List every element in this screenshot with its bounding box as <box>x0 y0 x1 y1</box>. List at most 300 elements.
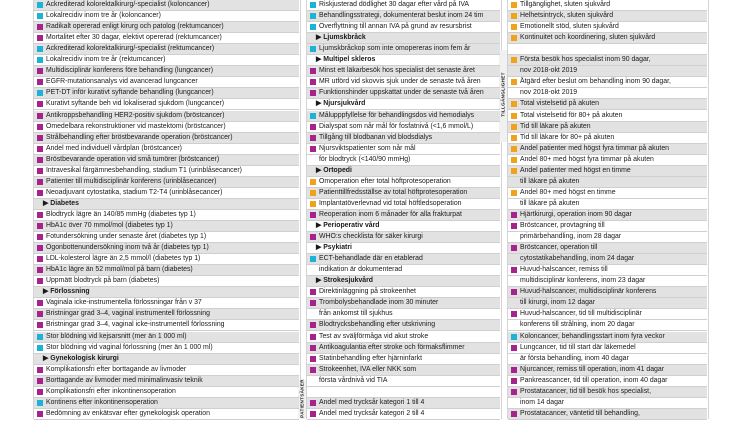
indicator-marker-icon <box>37 411 43 417</box>
indicator-row <box>307 332 500 343</box>
indicator-row <box>307 122 500 133</box>
indicator-label: Kontinuitet och koordinering, sluten sjukvård <box>520 34 656 42</box>
indicator-row <box>307 210 500 221</box>
indicator-marker-icon <box>37 113 43 119</box>
indicator-row <box>34 99 299 110</box>
indicator-row <box>508 276 707 287</box>
indicator-row <box>508 22 707 33</box>
indicator-row <box>508 33 707 44</box>
indicator-marker-icon <box>310 367 316 373</box>
section-heading-label: ▶ Multipel skleros <box>316 56 376 64</box>
indicator-marker-icon <box>37 311 43 317</box>
indicator-label: Andel patienter med högst fyra timmar på akuten <box>520 144 669 152</box>
indicator-marker-icon <box>37 345 43 351</box>
indicator-marker-icon <box>511 157 517 163</box>
indicator-label: MR utförd vid skovvis sjuk under de senaste två åren <box>319 78 481 86</box>
indicator-row <box>34 221 299 232</box>
indicator-marker-icon <box>310 79 316 85</box>
indicator-label: Tillgång till blodbanan vid blodsdialys <box>319 133 433 141</box>
indicator-label: Strålbehandling efter bröstbevarande operation (bröstcancer) <box>46 133 233 141</box>
indicator-label: till läkare på akuten <box>520 177 580 185</box>
section-heading <box>307 33 500 44</box>
indicator-marker-icon <box>37 168 43 174</box>
indicator-row <box>307 133 500 144</box>
indicator-marker-icon <box>37 124 43 130</box>
indicator-marker-icon <box>37 300 43 306</box>
section-heading-label: ▶ Diabetes <box>43 199 79 207</box>
indicator-label: Bristningar grad 3–4, vaginal icke-instrumentell förlossning <box>46 321 225 329</box>
indicator-marker-icon <box>37 13 43 19</box>
indicator-marker-icon <box>37 46 43 52</box>
indicator-label: till läkare på akuten <box>520 199 580 207</box>
indicator-marker-icon <box>511 113 517 119</box>
indicator-label: Fotundersökning under senaste året (diabetes typ 1) <box>46 233 207 241</box>
indicator-label: multidisciplinär konferens, inom 23 dagar <box>520 277 646 285</box>
indicator-marker-icon <box>511 411 517 417</box>
indicator-label: Lungcancer, tid till start där läkemedel <box>520 343 636 351</box>
indicator-marker-icon <box>511 311 517 317</box>
indicator-row <box>508 155 707 166</box>
indicator-label: Omoperation efter total höftprotesoperation <box>319 177 451 185</box>
indicator-marker-icon <box>310 68 316 74</box>
indicator-label: Blodtryck lägre än 140/85 mmHg (diabetes typ 1) <box>46 210 196 218</box>
indicator-marker-icon <box>310 190 316 196</box>
indicator-marker-icon <box>37 79 43 85</box>
indicator-label: Hjärtkirurgi, operation inom 90 dagar <box>520 210 632 218</box>
indicator-row <box>34 155 299 166</box>
indicator-marker-icon <box>511 378 517 384</box>
indicator-row <box>508 77 707 88</box>
indicator-marker-icon <box>511 13 517 19</box>
indicator-label: Antikroppsbehandling HER2-positiv sjukdom (bröstcancer) <box>46 111 225 119</box>
indicator-marker-icon <box>310 356 316 362</box>
indicator-marker-icon <box>310 90 316 96</box>
indicator-label: Bröstcancer, operation till <box>520 244 598 252</box>
indicator-marker-icon <box>310 234 316 240</box>
indicator-marker-icon <box>310 179 316 185</box>
indicator-row <box>307 365 500 376</box>
indicator-label: Helhetsintryck, sluten sjukvård <box>520 12 614 20</box>
indicator-row <box>307 144 500 155</box>
indicator-row <box>34 66 299 77</box>
section-heading-label: ▶ Ljumskbråck <box>316 34 366 42</box>
indicator-row <box>508 387 707 398</box>
indicator-row <box>508 44 707 55</box>
indicator-row <box>307 22 500 33</box>
indicator-marker-icon <box>37 2 43 8</box>
indicator-marker-icon <box>511 2 517 8</box>
indicator-marker-icon <box>511 212 517 218</box>
indicator-row <box>34 11 299 22</box>
indicator-label: Bröstbevarande operation vid små tumörer (bröstcancer) <box>46 155 220 163</box>
indicator-label: Intravesikal färgämnesbehandling, stadium T1 (urinblåsecancer) <box>46 166 242 174</box>
indicator-label: Neoadjuvant cytostatika, stadium T2-T4 (urinblåsecancer) <box>46 188 223 196</box>
indicator-label: Total vistelsetid på akuten <box>520 100 599 108</box>
indicator-row <box>307 354 500 365</box>
indicator-marker-icon <box>37 35 43 41</box>
indicator-label: Koloncancer, behandlingsstart inom fyra veckor <box>520 332 665 340</box>
indicator-row <box>34 166 299 177</box>
indicator-label: Överflyttning till annan IVA på grund av resursbrist <box>319 23 472 31</box>
indicator-label: Behandlingsstrategi, dokumenterat beslut inom 24 tim <box>319 12 484 20</box>
indicator-row <box>307 44 500 55</box>
indicator-label: Andel med individuell vårdplan (bröstcancer) <box>46 144 182 152</box>
indicator-label: Lokalrecidiv inom tre år (koloncancer) <box>46 12 161 20</box>
indicator-row <box>508 199 707 210</box>
section-heading <box>307 243 500 254</box>
indicator-marker-icon <box>37 101 43 107</box>
indicator-marker-icon <box>511 245 517 251</box>
indicator-marker-icon <box>511 35 517 41</box>
indicator-row <box>508 133 707 144</box>
indicator-row <box>508 66 707 77</box>
indicator-label: Tillgänglighet, sluten sjukvård <box>520 1 611 8</box>
indicator-row <box>508 221 707 232</box>
indicator-marker-icon <box>511 146 517 152</box>
indicator-label: Dialyspat som når mål för fosfatnivå (<1,6 mmol/L) <box>319 122 474 130</box>
indicator-row <box>307 287 500 298</box>
indicator-marker-icon <box>511 79 517 85</box>
indicator-label: WHO:s checklista för säker kirurgi <box>319 233 423 241</box>
indicator-row <box>508 0 707 11</box>
indicator-row <box>508 243 707 254</box>
indicator-marker-icon <box>511 345 517 351</box>
indicator-row <box>307 155 500 166</box>
indicator-marker-icon <box>37 212 43 218</box>
indicator-row <box>34 320 299 331</box>
section-heading-label: ▶ Njursjukvård <box>316 100 366 108</box>
side-label-tillganglighet: TILLGÄNGLIGHET <box>500 72 506 117</box>
indicator-marker-icon <box>310 322 316 328</box>
indicator-label: Bedömning av enkätsvar efter gynekologisk operation <box>46 409 210 417</box>
indicator-row <box>508 88 707 99</box>
indicator-row <box>307 376 500 387</box>
indicator-marker-icon <box>310 46 316 52</box>
indicator-row <box>34 376 299 387</box>
indicator-marker-icon <box>37 190 43 196</box>
indicator-row <box>34 265 299 276</box>
indicator-row <box>508 99 707 110</box>
indicator-row <box>508 210 707 221</box>
indicator-row <box>34 177 299 188</box>
indicator-label: EGFR-mutationsanalys vid avancerad lungcancer <box>46 78 198 86</box>
indicator-label: Kurativt syftande beh vid lokaliserad sjukdom (lungcancer) <box>46 100 225 108</box>
section-heading <box>307 166 500 177</box>
indicator-label: första vårdnivå vid TIA <box>319 376 388 384</box>
indicator-label: till kirurgi, inom 12 dagar <box>520 299 596 307</box>
indicator-row <box>508 343 707 354</box>
indicator-row <box>508 122 707 133</box>
indicator-label: Lokalrecidiv inom tre år (rektumcancer) <box>46 56 166 64</box>
indicator-marker-icon <box>37 90 43 96</box>
indicator-label: Ögonbottenundersökning inom två år (diabetes typ 1) <box>46 244 209 252</box>
indicator-label: Funktionshinder uppskattat under de senaste två åren <box>319 89 484 97</box>
indicator-marker-icon <box>310 411 316 417</box>
indicator-marker-icon <box>310 135 316 141</box>
indicator-marker-icon <box>511 389 517 395</box>
indicator-marker-icon <box>37 267 43 273</box>
section-heading <box>307 221 500 232</box>
indicator-label: Reoperation inom 6 månader för alla frakturpat <box>319 210 462 218</box>
indicator-row <box>34 232 299 243</box>
section-heading <box>34 199 299 210</box>
indicator-row <box>307 77 500 88</box>
indicator-row <box>508 376 707 387</box>
indicator-marker-icon <box>37 334 43 340</box>
indicator-label: Åtgärd efter beslut om behandling inom 90 dagar, <box>520 78 671 86</box>
indicator-row <box>307 11 500 22</box>
indicator-row <box>34 254 299 265</box>
indicator-label: Målupppfyllelse för behandlingsdos vid hemodialys <box>319 111 475 119</box>
indicator-label: Komplikationsfri efter inkontinensoperation <box>46 387 176 395</box>
indicator-label: PET-DT inför kurativt syftande behandling (lungcancer) <box>46 89 214 97</box>
indicator-marker-icon <box>511 223 517 229</box>
indicator-label: Trombolysbehandlade inom 30 minuter <box>319 299 439 307</box>
indicator-label: Patienter till multidisciplinär konferens (urinblåsecancer) <box>46 177 217 185</box>
indicator-label: Kontinens efter inkontinensoperation <box>46 398 158 406</box>
indicator-label: Stor blödning vid kejsarsnitt (mer än 1 000 ml) <box>46 332 187 340</box>
indicator-row <box>307 254 500 265</box>
section-heading <box>307 276 500 287</box>
section-heading <box>34 354 299 365</box>
indicator-marker-icon <box>310 201 316 207</box>
indicator-row <box>34 188 299 199</box>
indicator-marker-icon <box>37 234 43 240</box>
indicator-label: Test av sväljförmåga vid akut stroke <box>319 332 429 340</box>
indicator-row <box>307 88 500 99</box>
indicator-label: Ackrediterad kolorektalkirurg/-specialist (rektumcancer) <box>46 45 215 53</box>
indicator-marker-icon <box>37 400 43 406</box>
section-heading-label: ▶ Förlossning <box>43 288 90 296</box>
indicator-label: primärbehandling, inom 28 dagar <box>520 233 622 241</box>
indicator-row <box>508 166 707 177</box>
indicator-label: Implantatöverlevnad vid total höftledsoperation <box>319 199 462 207</box>
indicator-label: Uppmätt blodtryck på barn (diabetes) <box>46 277 160 285</box>
indicator-label: Första besök hos specialist inom 90 dagar, <box>520 56 651 64</box>
section-heading-label: ▶ Gynekologisk kirurgi <box>43 354 119 362</box>
indicator-marker-icon <box>310 13 316 19</box>
indicator-row <box>508 232 707 243</box>
indicator-row <box>508 144 707 155</box>
indicator-label: Multidisciplinär konferens före behandling (lungcancer) <box>46 67 213 75</box>
indicator-label: Huvud-halscancer, tid till multidisciplinär <box>520 310 642 318</box>
indicator-row <box>34 309 299 320</box>
indicator-marker-icon <box>511 190 517 196</box>
indicator-row <box>307 409 500 420</box>
indicator-row <box>508 188 707 199</box>
indicator-label: Minst ett läkarbesök hos specialist det senaste året <box>319 67 475 75</box>
indicator-label: Komplikationsfri efter borttagande av livmoder <box>46 365 187 373</box>
indicator-label: Pankreascancer, tid till operation, inom 40 dagar <box>520 376 668 384</box>
indicator-label: inom 14 dagar <box>520 398 565 406</box>
indicator-row <box>307 309 500 320</box>
indicator-label: Huvud-halscancer, remiss till <box>520 266 608 274</box>
indicator-label: Emotionellt stöd, sluten sjukvård <box>520 23 619 31</box>
indicator-marker-icon <box>511 124 517 130</box>
indicator-row <box>508 320 707 331</box>
indicator-label: Strokeenhet, IVA eller NKK som <box>319 365 417 373</box>
indicator-label: Andel patienter med högst en timme <box>520 166 631 174</box>
indicator-row <box>508 409 707 420</box>
indicator-marker-icon <box>37 157 43 163</box>
indicator-marker-icon <box>310 113 316 119</box>
indicator-label: Vaginala icke-instrumentella förlossningar från v 37 <box>46 299 202 307</box>
indicator-row <box>508 365 707 376</box>
indicator-label: är första behandling, inom 40 dagar <box>520 354 629 362</box>
indicator-label: Direktinläggning på strokeenhet <box>319 288 416 296</box>
indicator-row <box>34 44 299 55</box>
indicator-row <box>34 298 299 309</box>
indicator-label: nov 2018-okt 2019 <box>520 67 578 75</box>
indicator-label: Ackrediterad kolorektalkirurg/-specialist (koloncancer) <box>46 1 210 8</box>
indicator-label: nov 2018-okt 2019 <box>520 89 578 97</box>
indicator-label: från ankomst till sjukhus <box>319 310 393 318</box>
indicator-marker-icon <box>310 2 316 8</box>
indicator-label: Bröstcancer, provtagning till <box>520 222 605 229</box>
indicator-marker-icon <box>37 378 43 384</box>
indicator-row <box>34 387 299 398</box>
indicator-row <box>307 111 500 122</box>
indicator-row <box>508 265 707 276</box>
indicator-marker-icon <box>310 300 316 306</box>
indicator-row <box>34 22 299 33</box>
indicator-row <box>508 398 707 409</box>
indicator-row <box>34 122 299 133</box>
indicator-marker-icon <box>511 267 517 273</box>
indicator-marker-icon <box>310 289 316 295</box>
indicator-marker-icon <box>310 256 316 262</box>
indicator-row <box>508 177 707 188</box>
indicator-marker-icon <box>310 334 316 340</box>
indicator-label: Ljumskbråckop som inte omopereras inom fem år <box>319 45 471 53</box>
indicator-marker-icon <box>37 146 43 152</box>
indicator-row <box>307 199 500 210</box>
indicator-marker-icon <box>511 24 517 30</box>
indicator-row <box>34 33 299 44</box>
indicator-label: Prostatacancer, tid till besök hos specialist, <box>520 387 651 395</box>
section-heading-label: ▶ Psykiatri <box>316 244 352 252</box>
indicator-row <box>307 188 500 199</box>
indicator-marker-icon <box>37 24 43 30</box>
indicator-row <box>307 320 500 331</box>
indicator-label: Borttagande av livmoder med minimalinvasiv teknik <box>46 376 203 384</box>
indicator-label: Statinbehandling efter hjärninfarkt <box>319 354 423 362</box>
section-heading-label: ▶ Ortopedi <box>316 166 352 174</box>
indicator-row <box>34 276 299 287</box>
indicator-row <box>34 88 299 99</box>
indicator-label: Antikoagulantia efter stroke och förmaksflimmer <box>319 343 465 351</box>
indicator-marker-icon <box>511 367 517 373</box>
indicator-row <box>34 343 299 354</box>
indicator-row <box>307 177 500 188</box>
indicator-marker-icon <box>37 68 43 74</box>
indicator-label: Andel med trycksår kategori 2 till 4 <box>319 409 425 417</box>
indicator-label: Radikalt opererad enligt kirurg och patolog (rektumcancer) <box>46 23 224 31</box>
indicator-row <box>34 332 299 343</box>
indicator-label: Total vistelsetid för 80+ på akuten <box>520 111 623 119</box>
side-label-patientsaker: PATIENTSÄKER <box>299 379 305 418</box>
indicator-marker-icon <box>310 124 316 130</box>
indicator-marker-icon <box>37 245 43 251</box>
indicator-marker-icon <box>310 212 316 218</box>
indicator-row <box>307 398 500 409</box>
indicator-marker-icon <box>310 24 316 30</box>
indicator-row <box>307 343 500 354</box>
indicator-label: Andel med trycksår kategori 1 till 4 <box>319 398 425 406</box>
indicator-label: Riskjusterad dödlighet 30 dagar efter vård på IVA <box>319 1 470 8</box>
indicator-label: Stor blödning vid vaginal förlossning (mer än 1 000 ml) <box>46 343 213 351</box>
indicator-row <box>508 354 707 365</box>
indicator-label: Njursviktspatienter som når mål <box>319 144 416 152</box>
indicator-marker-icon <box>37 322 43 328</box>
indicator-marker-icon <box>511 101 517 107</box>
indicator-row <box>508 55 707 66</box>
indicator-row <box>307 66 500 77</box>
indicator-marker-icon <box>310 400 316 406</box>
indicator-row <box>34 55 299 66</box>
indicator-row <box>34 398 299 409</box>
indicator-label: Andel 80+ med högst en timme <box>520 188 616 196</box>
indicator-row <box>34 133 299 144</box>
indicator-marker-icon <box>310 146 316 152</box>
indicator-marker-icon <box>511 57 517 63</box>
indicator-row <box>34 77 299 88</box>
indicator-row <box>307 0 500 11</box>
indicator-label: Patienttillfredsställse av total höftprotesoperation <box>319 188 468 196</box>
indicator-label: Blodtrycksbehandling efter utskrivning <box>319 321 436 329</box>
indicator-marker-icon <box>37 256 43 262</box>
indicator-marker-icon <box>511 135 517 141</box>
indicator-label: Njurcancer, remiss till operation, inom 41 dagar <box>520 365 665 373</box>
section-heading <box>307 55 500 66</box>
indicator-label: Mortalitet efter 30 dagar, elektivt opererad (rektumcancer) <box>46 34 222 42</box>
indicator-row <box>508 309 707 320</box>
indicator-label: HbA1c över 70 mmol/mol (diabetes typ 1) <box>46 222 173 229</box>
indicator-row <box>34 0 299 11</box>
section-heading <box>307 99 500 110</box>
indicator-label: cytostatikabehandling, inom 24 dagar <box>520 255 635 263</box>
indicator-label: Huvud-halscancer, multidisciplinär konferens <box>520 288 657 296</box>
indicator-marker-icon <box>37 57 43 63</box>
indicator-label: indikation är dokumenterad <box>319 266 403 274</box>
indicator-marker-icon <box>37 135 43 141</box>
indicator-marker-icon <box>511 168 517 174</box>
indicator-label: ECT-behandlade där en etablerad <box>319 255 423 263</box>
indicator-label: LDL-kolesterol lägre än 2,5 mmol/l (diabetes typ 1) <box>46 255 201 263</box>
indicator-row <box>34 365 299 376</box>
indicator-row <box>34 243 299 254</box>
indicator-marker-icon <box>37 179 43 185</box>
indicator-marker-icon <box>37 223 43 229</box>
indicator-row <box>34 210 299 221</box>
indicator-marker-icon <box>310 345 316 351</box>
indicator-marker-icon <box>37 389 43 395</box>
indicator-marker-icon <box>37 278 43 284</box>
indicator-label: Omedelbara rekonstruktioner vid mastektomi (bröstcancer) <box>46 122 226 130</box>
indicator-row <box>307 232 500 243</box>
indicator-label: Tid till läkare för 80+ på akuten <box>520 133 615 141</box>
indicator-label: Tid till läkare på akuten <box>520 122 591 130</box>
indicator-label: HbA1c lägre än 52 mmol/mol på barn (diabetes) <box>46 266 193 274</box>
indicator-row <box>508 254 707 265</box>
indicator-row <box>508 287 707 298</box>
indicator-marker-icon <box>511 334 517 340</box>
indicator-marker-icon <box>37 367 43 373</box>
section-heading-label: ▶ Perioperativ vård <box>316 222 380 229</box>
indicator-label: Bristningar grad 3–4, vaginal instrumentell förlossning <box>46 310 210 318</box>
indicator-row <box>307 387 500 398</box>
indicator-row <box>34 144 299 155</box>
